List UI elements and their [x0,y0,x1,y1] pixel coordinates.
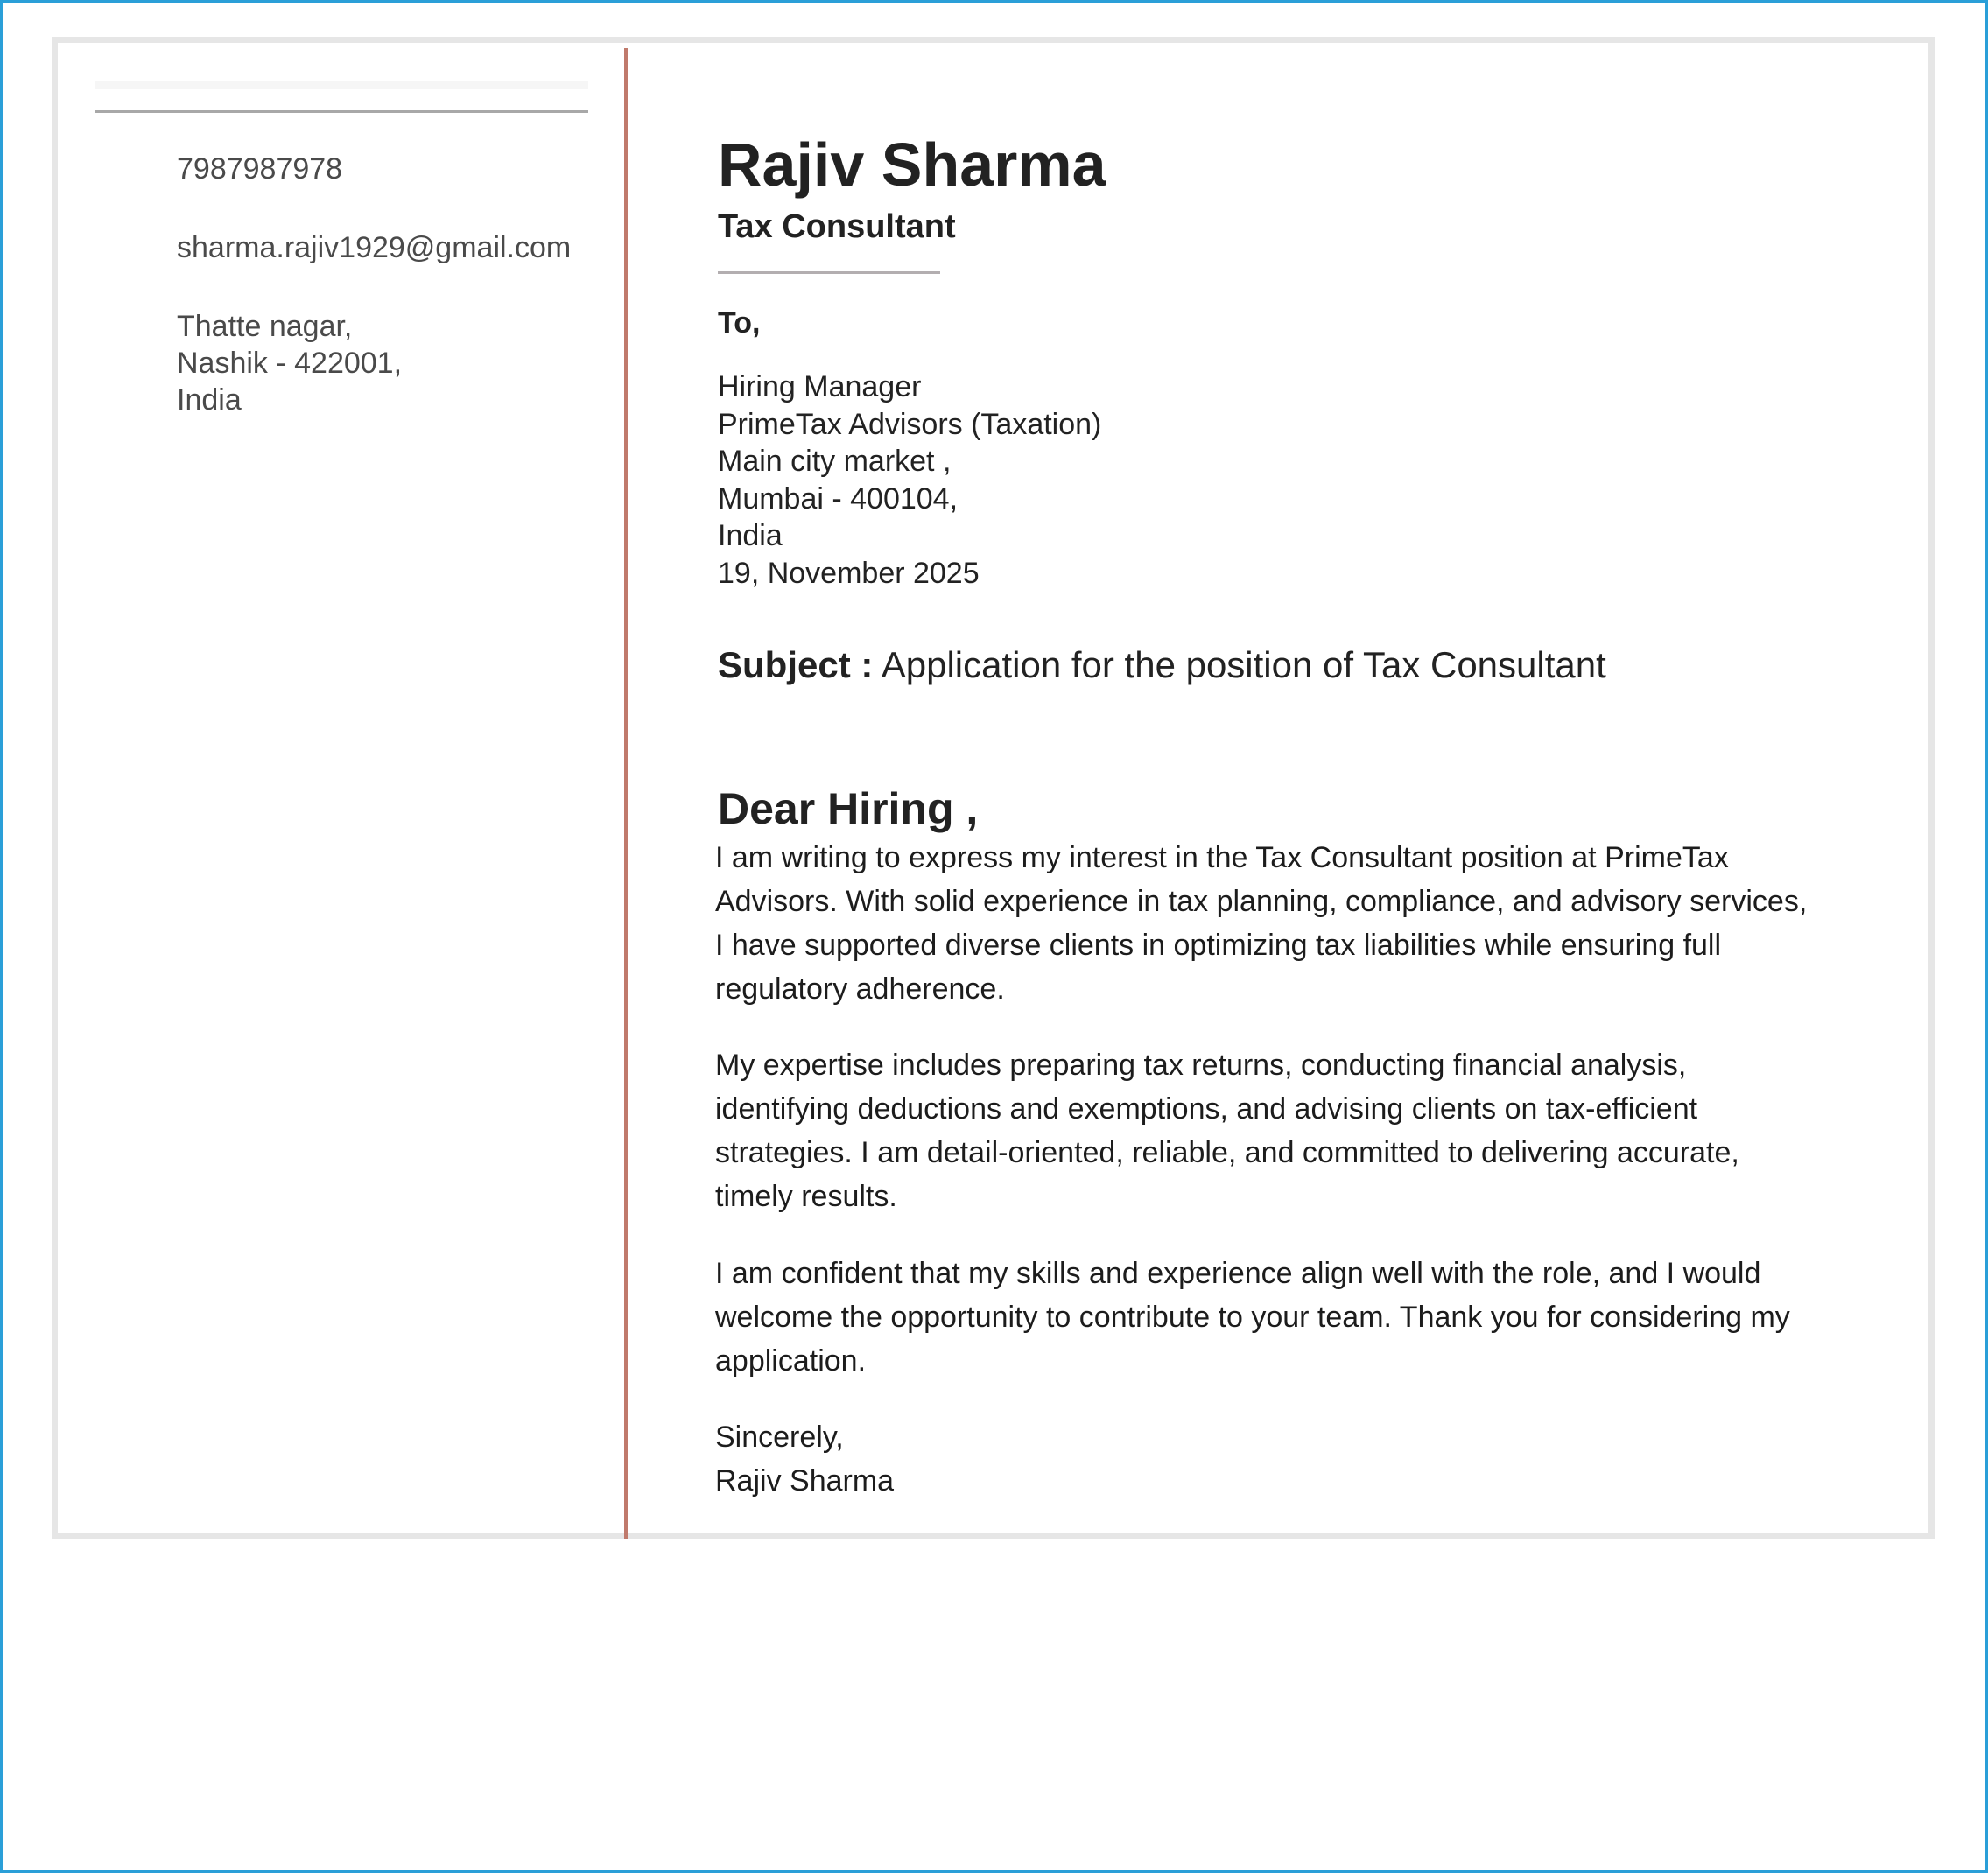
sign-off: Sincerely, [715,1421,844,1454]
to-label: To, [718,306,761,340]
paragraph-line: My expertise includes preparing tax returns, conducting financial analysis, [715,1049,1687,1082]
paragraph-line: Advisors. With solid experience in tax planning, compliance, and advisory services, [715,885,1808,918]
letter-date: 19, November 2025 [718,556,980,590]
paragraph-line: I am writing to express my interest in the Tax Consultant position at PrimeTax [715,841,1729,874]
address-line: India [177,383,242,417]
contact-email: sharma.rajiv1929@gmail.com [177,231,572,264]
paragraph-line: regulatory adherence. [715,972,1005,1006]
address-line: Nashik - 422001, [177,347,403,380]
recipient-line: Mumbai - 400104, [718,481,959,516]
sidebar-top-rule [95,81,588,89]
paragraph-line: I have supported diverse clients in optimizing tax liabilities while ensuring full [715,929,1722,962]
paragraph-line: application. [715,1344,867,1378]
paragraph-line: identifying deductions and exemptions, and advising clients on tax-efficient [715,1092,1698,1126]
subject-text: Application for the position of Tax Consultant [881,644,1606,685]
body-paragraph-1 [715,836,1862,1011]
body-paragraph-3 [715,1252,1862,1383]
address-line: Thatte nagar, [177,310,353,343]
applicant-job-title: Tax Consultant [718,208,956,245]
closing-block [715,1415,894,1503]
signature-name: Rajiv Sharma [715,1464,895,1498]
contact-address [177,308,402,418]
recipient-line: Main city market , [718,445,952,479]
paragraph-line: welcome the opportunity to contribute to your team. Thank you for considering my [715,1301,1790,1334]
contact-phone: 7987987978 [177,152,343,186]
recipient-line: Hiring Manager [718,370,922,403]
recipient-line: India [718,519,783,553]
paragraph-line: timely results. [715,1180,897,1213]
salutation: Dear Hiring , [718,784,979,833]
title-rule [718,271,940,274]
body-paragraph-2 [715,1043,1862,1218]
recipient-block [718,368,1101,593]
paragraph-line: strategies. I am detail-oriented, reliable, and committed to delivering accurate, [715,1136,1739,1169]
paragraph-line: I am confident that my skills and experience align well with the role, and I would [715,1257,1761,1290]
sidebar-rule [95,110,588,113]
subject-label: Subject : [718,644,874,685]
applicant-name: Rajiv Sharma [718,130,1106,199]
recipient-line: PrimeTax Advisors (Taxation) [718,407,1102,441]
subject-line [718,643,1606,687]
column-divider [624,48,628,1539]
